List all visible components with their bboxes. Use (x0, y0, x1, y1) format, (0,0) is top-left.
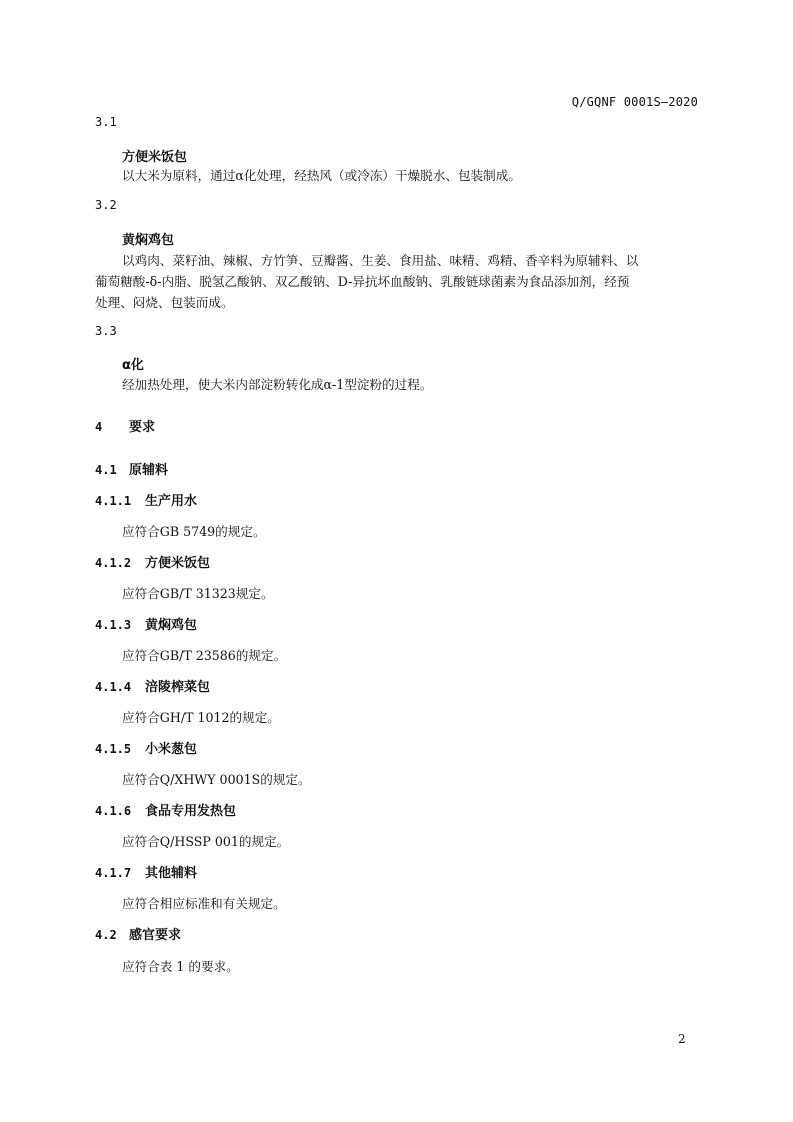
clause-heading (95, 552, 210, 571)
definition-term: α化 (122, 358, 144, 373)
clause-text: 应符合Q/HSSP 001的规定。 (122, 834, 290, 849)
subsection-text: 应符合表 1 的要求。 (122, 959, 239, 974)
clause-number: 4.1.4 (95, 680, 132, 694)
clause-text: 应符合GH/T 1012的规定。 (122, 710, 280, 725)
definition-text: 经加热处理，使大米内部淀粉转化成α-1型淀粉的过程。 (122, 377, 433, 392)
clause-title: 涪陵榨菜包 (145, 680, 211, 695)
clause-heading (95, 676, 210, 695)
clause-number: 4.1.5 (95, 742, 132, 756)
clause-heading (95, 490, 197, 509)
clause-title: 其他辅料 (145, 866, 198, 881)
clause-number: 4.1.6 (95, 804, 132, 818)
subsection-number: 4.2 (95, 928, 117, 942)
clause-title: 小米葱包 (145, 742, 198, 757)
definition-term: 方便米饭包 (122, 150, 188, 165)
clause-number: 4.1.2 (95, 556, 132, 570)
clause-title: 食品专用发热包 (145, 804, 237, 819)
definition-number: 3.1 (95, 115, 117, 129)
clause-heading (95, 738, 197, 757)
subsection-title: 原辅料 (129, 463, 169, 478)
clause-number: 4.1.7 (95, 866, 132, 880)
subsection-heading (95, 459, 168, 478)
clause-number: 4.1.3 (95, 618, 132, 632)
definition-text-line: 以鸡肉、菜籽油、辣椒、方竹笋、豆瓣酱、生姜、食用盐、味精、鸡精、香辛料为原辅料、以 (122, 253, 639, 268)
definition-number: 3.3 (95, 324, 117, 338)
page-number: 2 (678, 1032, 686, 1046)
subsection-number: 4.1 (95, 463, 117, 477)
clause-title: 方便米饭包 (145, 556, 211, 571)
clause-title: 黄焖鸡包 (145, 618, 198, 633)
definition-text: 以大米为原料，通过α化处理，经热风（或冷冻）干燥脱水、包装制成。 (122, 168, 521, 183)
section-heading (95, 416, 155, 435)
clause-text: 应符合GB 5749的规定。 (122, 524, 266, 539)
clause-title: 生产用水 (145, 494, 198, 509)
definition-term: 黄焖鸡包 (122, 233, 175, 248)
document-id: Q/GQNF 0001S—2020 (571, 95, 698, 109)
clause-heading (95, 862, 197, 881)
clause-number: 4.1.1 (95, 494, 132, 508)
clause-text: 应符合Q/XHWY 0001S的规定。 (122, 772, 311, 787)
clause-heading (95, 614, 197, 633)
clause-text: 应符合GB/T 23586的规定。 (122, 648, 287, 663)
section-number: 4 (95, 420, 103, 434)
subsection-title: 感官要求 (129, 928, 182, 943)
section-title: 要求 (129, 420, 156, 435)
clause-text: 应符合GB/T 31323规定。 (122, 586, 274, 601)
definition-text-line: 处理、闷烧、包装而成。 (95, 295, 234, 310)
definition-text-line: 葡萄糖酸-δ-内脂、脱氢乙酸钠、双乙酸钠、D-异抗坏血酸钠、乳酸链球菌素为食品添加剂，经预 (95, 274, 630, 289)
clause-text: 应符合相应标准和有关规定。 (122, 896, 286, 911)
clause-heading (95, 800, 236, 819)
subsection-heading (95, 924, 181, 943)
definition-number: 3.2 (95, 198, 117, 212)
